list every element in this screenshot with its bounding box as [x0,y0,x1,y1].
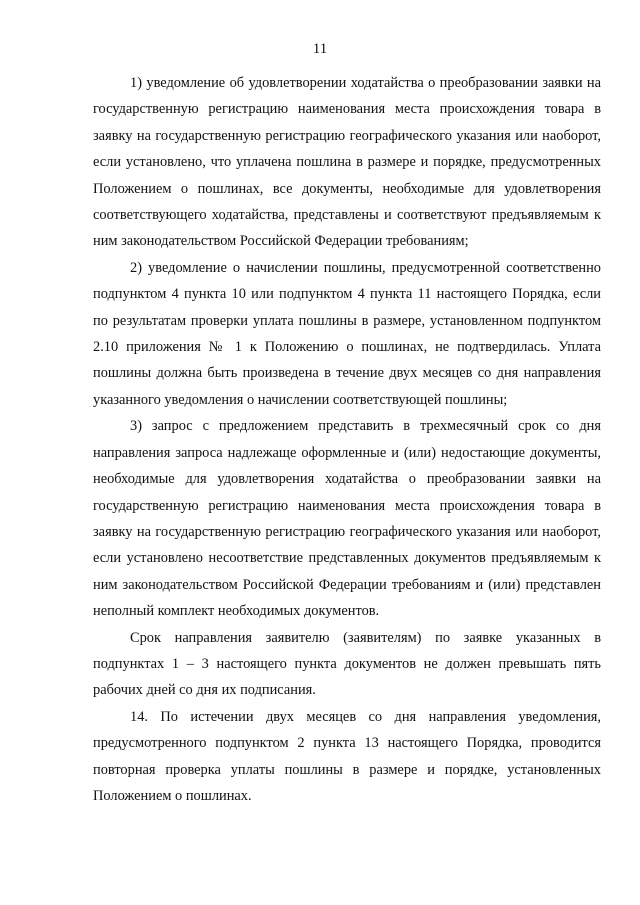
paragraph-item-1-notification-approval: 1) уведомление об удовлетворении ходатайства о преобразовании заявки на государственную регистрацию наименования места происхождения товара в заявку на государственную регистрацию географического указания или наоборот, если установлено, что уплачена пошлина в размере и порядке, предусмотренных Положением о пошлинах, все документы, необходимые для удовлетворения соответствующего ходатайства, представлены и соответствуют предъявляемым к ним законодательством Российской Федерации требованиям; [93,75,601,250]
paragraph-section-14: 14. По истечении двух месяцев со дня направления уведомления, предусмотренного подпунктом 2 пункта 13 настоящего Порядка, проводится повторная проверка уплаты пошлины в размере и порядке, установленных Положением о пошлинах. [93,708,601,804]
document-body [93,70,601,809]
paragraph-item-2-notification-fee: 2) уведомление о начислении пошлины, предусмотренной соответственно подпунктом 4 пункта 10 или подпунктом 4 пункта 11 настоящего Порядка, если по результатам проверки уплата пошлины в размере, установленном подпунктом 2.10 приложения № 1 к Положению о пошлинах, не подтвердилась. Уплата пошлины должна быть произведена в течение двух месяцев со дня направления указанного уведомления о начислении соответствующей пошлины; [93,259,601,408]
paragraph-sending-deadline: Срок направления заявителю (заявителям) по заявке указанных в подпунктах 1 – 3 настоящего пункта документов не должен превышать пять рабочих дней со дня их подписания. [93,629,601,699]
page-number: 11 [312,41,328,57]
paragraph-item-3-document-request: 3) запрос с предложением представить в трехмесячный срок со дня направления запроса надлежаще оформленные и (или) недостающие документы, необходимые для удовлетворения ходатайства о преобразовании заявки на государственную регистрацию наименования места происхождения товара в заявку на государственную регистрацию географического указания или наоборот, если установлено несоответствие представленных документов предъявляемым к ним законодательством Российской Федерации требованиям и (или) представлен неполный комплект необходимых документов. [93,418,601,620]
